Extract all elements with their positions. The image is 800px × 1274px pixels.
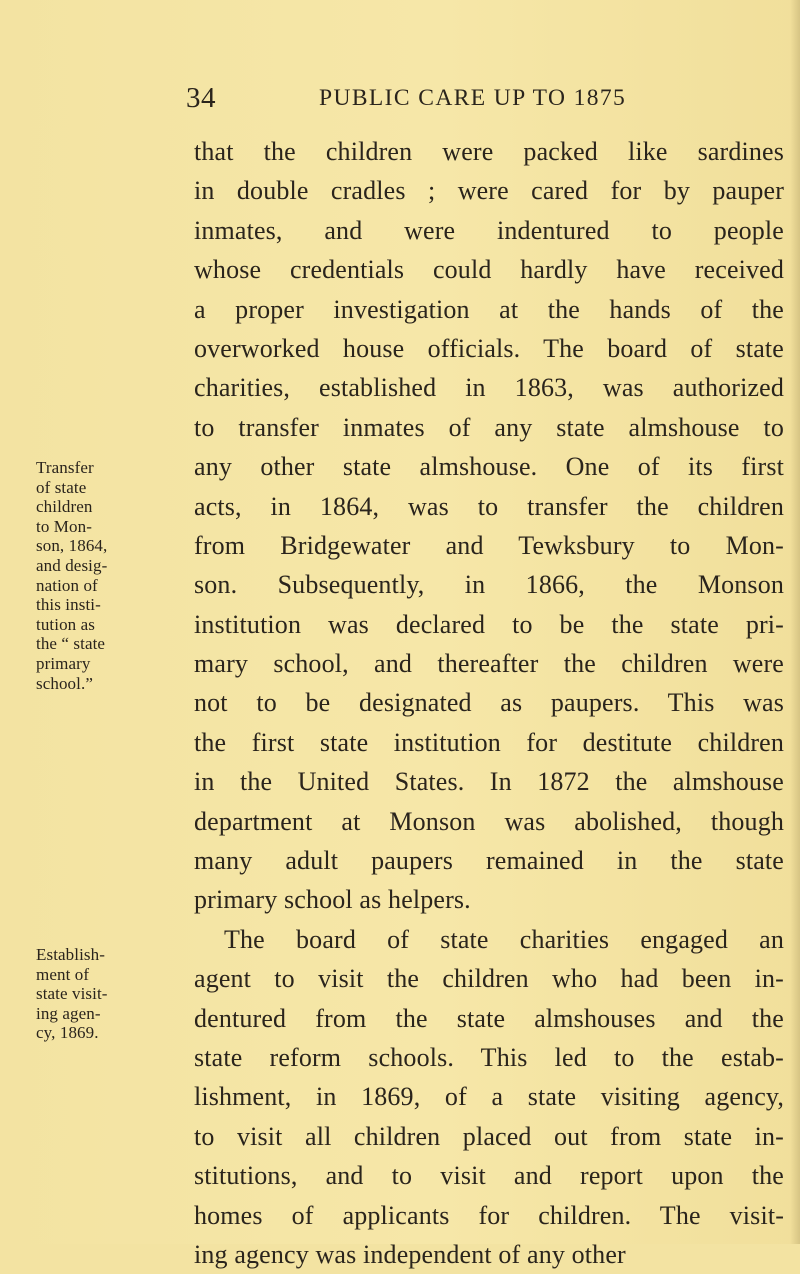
body-line: The board of state charities engaged an [224,924,784,954]
page-number: 34 [186,82,216,114]
margin-note-line: children [36,497,93,517]
body-line: many adult paupers remained in the state [194,846,784,876]
body-line: ing agency was independent of any other [194,1239,626,1269]
body-line: in double cradles ; were cared for by pauper [194,176,784,206]
body-line: overworked house officials. The board of state [194,333,784,363]
margin-note-line: Transfer [36,458,94,477]
margin-note-line: son, 1864, [36,536,108,556]
margin-note-line: nation of [36,575,98,595]
body-line: department at Monson was abolished, though [194,806,784,836]
margin-note-line: tution as [36,614,95,634]
margin-note-line: primary [36,653,91,673]
page-header [186,82,770,122]
running-head: PUBLIC CARE UP TO 1875 [319,85,627,111]
margin-note-line: to Mon- [36,516,92,536]
body-line: the first state institution for destitute children [194,727,784,757]
body-line: state reform schools. This led to the estab- [194,1042,784,1072]
body-line: a proper investigation at the hands of the [194,294,784,324]
margin-note-line: this insti- [36,595,101,615]
body-line: whose credentials could hardly have received [194,255,784,285]
body-line: lishment, in 1869, of a state visiting agency, [194,1082,784,1112]
body-line: inmates, and were indentured to people [194,215,784,245]
margin-note-line: cy, 1869. [36,1023,99,1043]
body-line: institution was declared to be the state pri- [194,609,784,639]
margin-note-line: school.” [36,673,93,693]
body-line: charities, established in 1863, was authorized [194,373,784,403]
body-line: son. Subsequently, in 1866, the Monson [194,570,784,600]
body-line: not to be designated as paupers. This was [194,688,784,718]
body-text [194,132,784,1274]
body-line: primary school as helpers. [194,885,471,915]
body-line: any other state almshouse. One of its first [194,452,784,482]
margin-note-visiting-agency [36,945,186,1043]
margin-note-line: of state [36,477,87,497]
body-line: dentured from the state almshouses and the [194,1003,784,1033]
margin-note-line: ment of [36,964,90,984]
body-line: homes of applicants for children. The visit- [194,1200,784,1230]
margin-note-line: ing agen- [36,1003,101,1023]
margin-note-line: state visit- [36,984,108,1004]
body-line: in the United States. In 1872 the almshouse [194,767,784,797]
margin-note-line: the “ state [36,634,106,654]
body-line: acts, in 1864, was to transfer the children [194,491,784,521]
margin-note-line: Establish- [36,945,105,964]
body-line: to transfer inmates of any state almshouse to [194,412,784,442]
margin-note-line: and desig- [36,555,108,575]
body-line: mary school, and thereafter the children were [194,649,784,679]
body-line: stitutions, and to visit and report upon the [194,1161,784,1191]
body-line: to visit all children placed out from state in- [194,1121,784,1151]
body-line: that the children were packed like sardines [194,137,784,166]
margin-note-transfer [36,458,186,693]
body-line: agent to visit the children who had been in- [194,964,784,994]
page-edge-shadow [790,0,800,1244]
body-line: from Bridgewater and Tewksbury to Mon- [194,530,784,560]
